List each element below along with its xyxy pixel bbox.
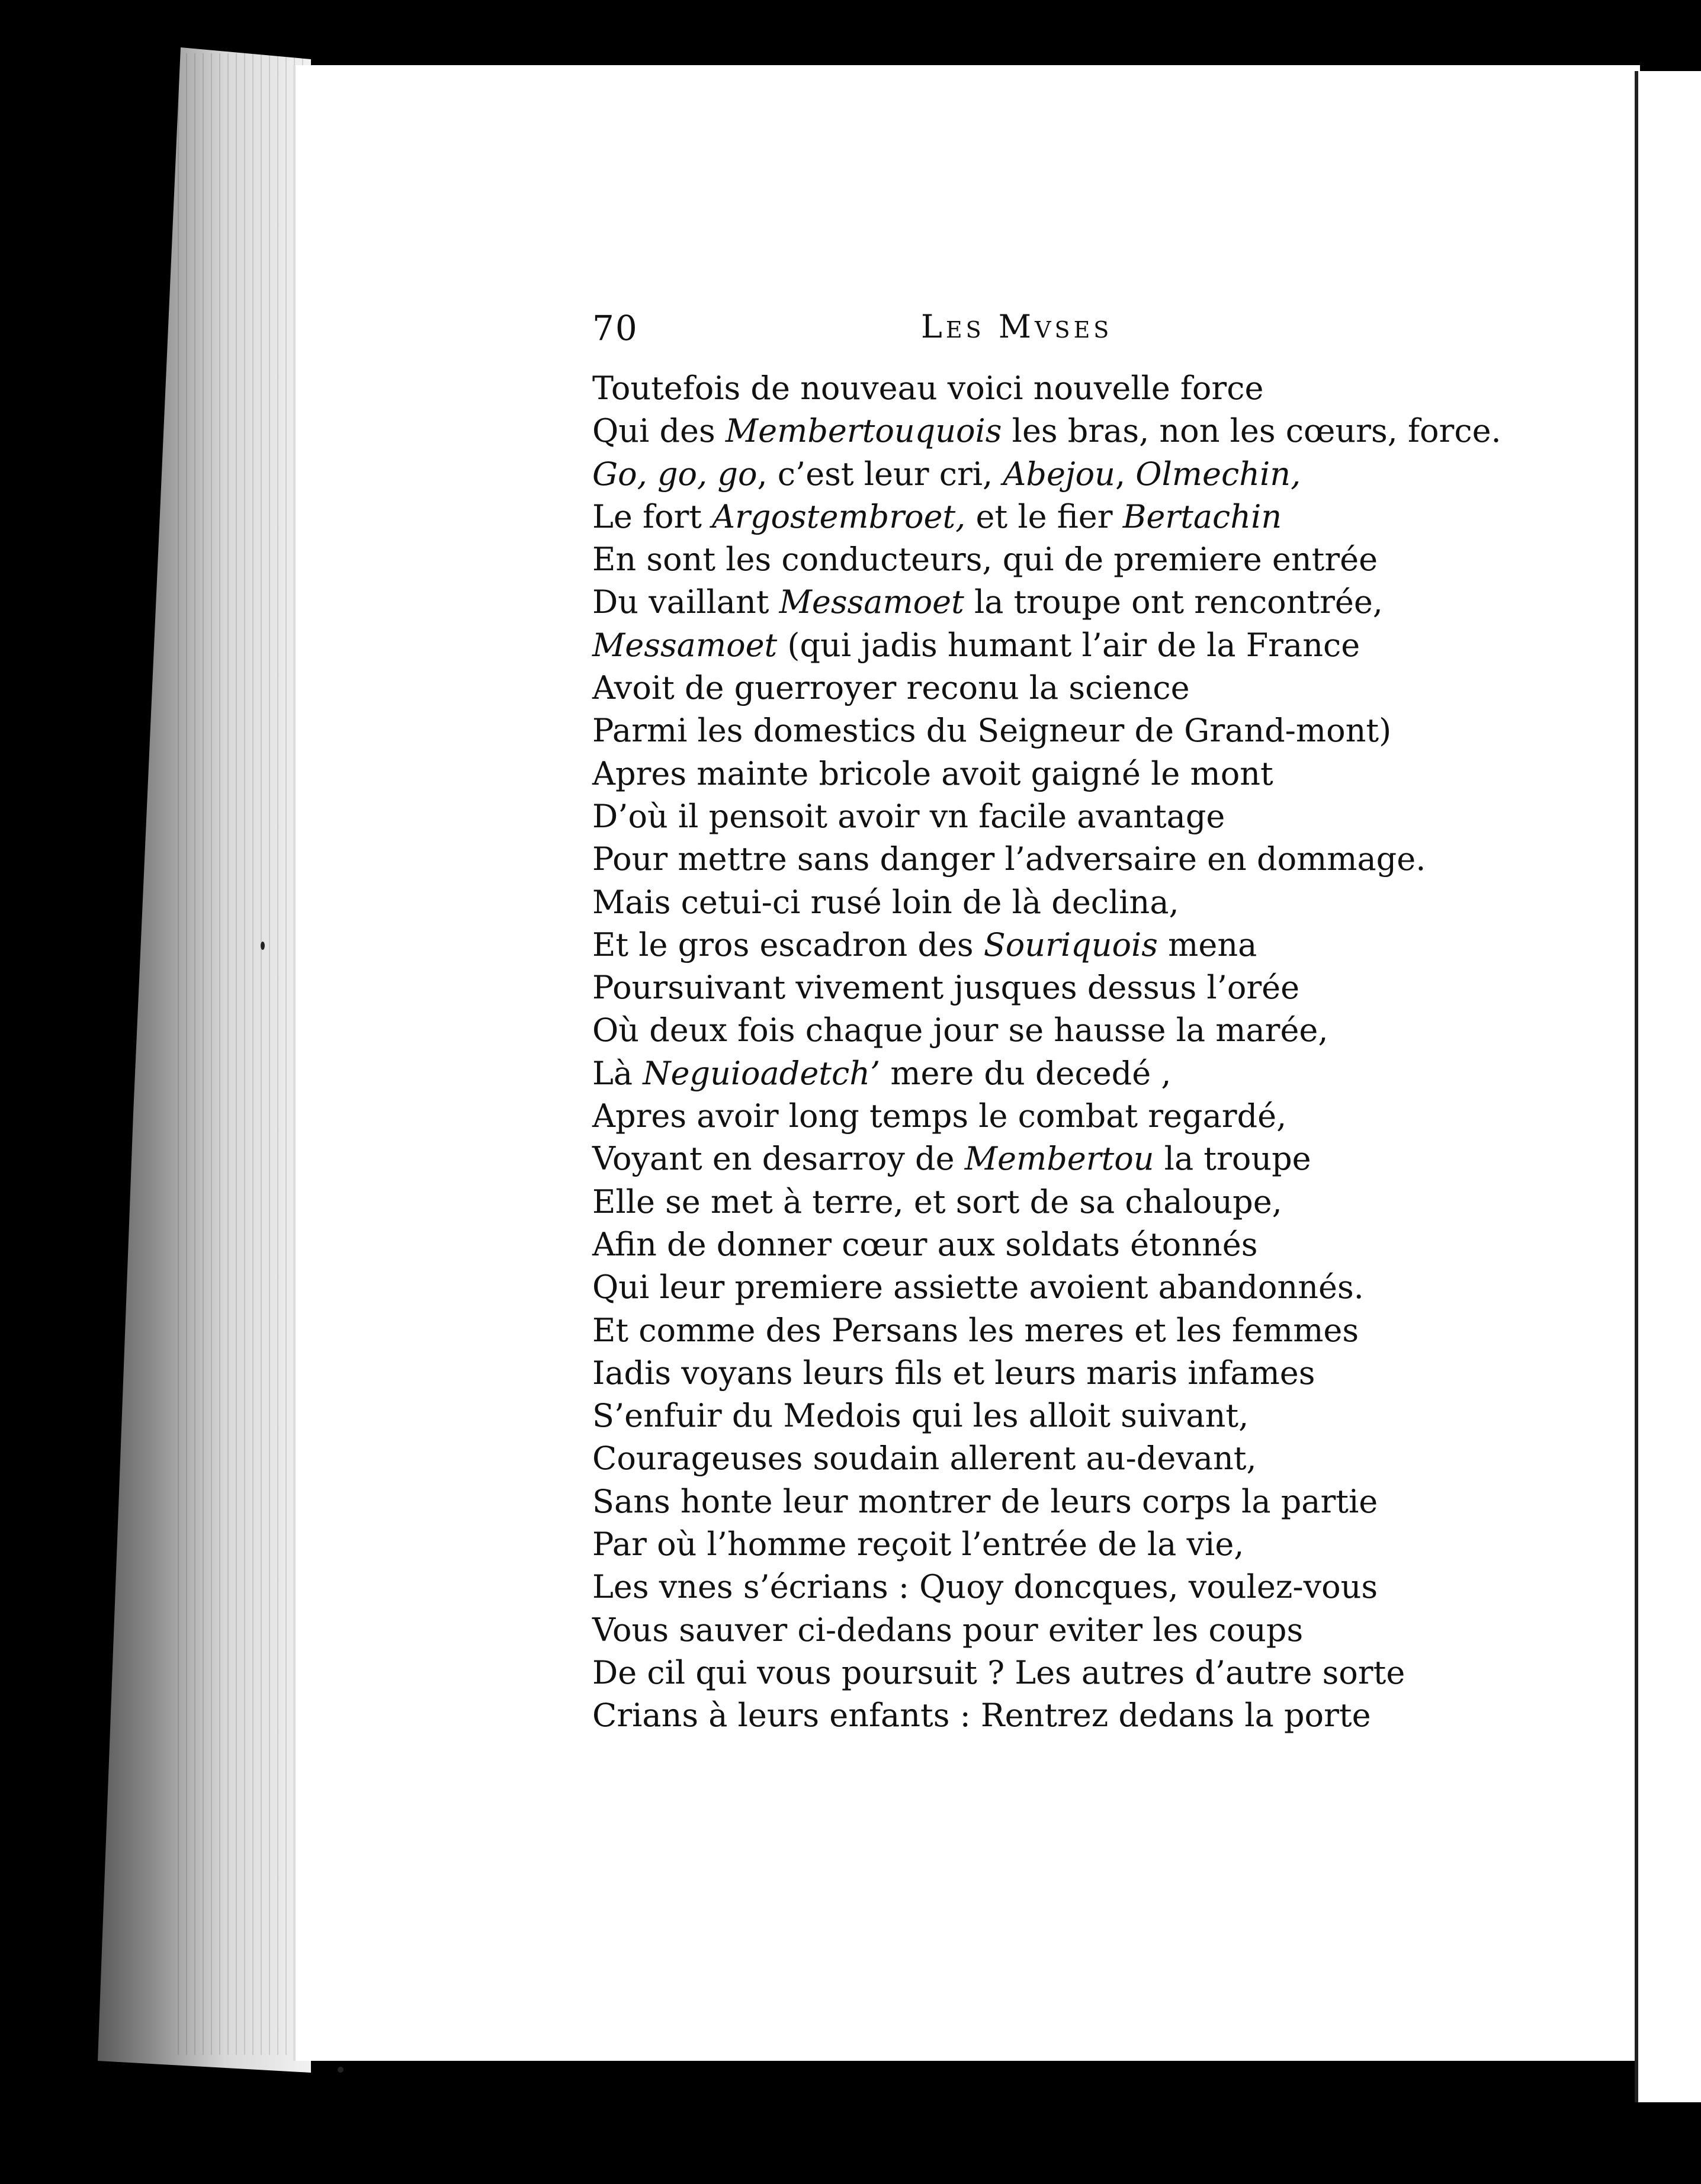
verse-segment: Mais cetui-ci rusé loin de là declina, bbox=[592, 883, 1179, 921]
verse-segment: D’où il pensoit avoir vn facile avantage bbox=[592, 797, 1225, 835]
verse-segment: Courageuses soudain allerent au-devant, bbox=[592, 1440, 1257, 1478]
verse-line bbox=[592, 1009, 1421, 1052]
running-title: Les Mvses bbox=[921, 308, 1113, 345]
verse-segment: Pour mettre sans danger l’adversaire en dommage. bbox=[592, 840, 1426, 878]
verse-line bbox=[592, 538, 1421, 581]
verse-segment: et le fier bbox=[965, 497, 1123, 535]
verse-segment: Les vnes s’écrians : Quoy doncques, voulez-vous bbox=[592, 1568, 1378, 1606]
verse-italic-segment: Abejou bbox=[1003, 455, 1115, 493]
verse-segment: Là bbox=[592, 1054, 643, 1092]
verse-segment: Afin de donner cœur aux soldats étonnés bbox=[592, 1225, 1258, 1263]
verse-line bbox=[592, 753, 1421, 795]
verse-line bbox=[592, 924, 1421, 966]
verse-italic-segment: Argostembroet, bbox=[712, 497, 966, 535]
verse-italic-segment: Messamoet bbox=[779, 583, 964, 621]
verse-segment: Parmi les domestics du Seigneur de Grand-mont) bbox=[592, 712, 1392, 750]
verse-line bbox=[592, 1395, 1421, 1437]
verse-segment: Qui leur premiere assiette avoient abandonnés. bbox=[592, 1268, 1364, 1306]
verse-segment: Vous sauver ci-dedans pour eviter les coups bbox=[592, 1611, 1304, 1649]
verse-line bbox=[592, 1694, 1421, 1737]
verse-segment: Et le gros escadron des bbox=[592, 926, 984, 963]
verse-segment: , c’est leur cri, bbox=[757, 455, 1003, 493]
verse-segment: Où deux fois chaque jour se hausse la marée, bbox=[592, 1011, 1328, 1049]
verse-line bbox=[592, 1609, 1421, 1652]
verse-italic-segment: Membertou bbox=[964, 1140, 1154, 1178]
verse-segment: Sans honte leur montrer de leurs corps la partie bbox=[592, 1482, 1378, 1520]
verse-italic-segment: Messamoet bbox=[592, 626, 778, 664]
speck-mark bbox=[338, 2067, 344, 2073]
verse-segment: Avoit de guerroyer reconu la science bbox=[592, 669, 1190, 707]
verse-line bbox=[592, 1437, 1421, 1480]
verse-line bbox=[592, 709, 1421, 752]
verse-segment: mere du decedé , bbox=[880, 1054, 1172, 1092]
verse-line bbox=[592, 1566, 1421, 1608]
verse-segment: Le fort bbox=[592, 497, 713, 535]
verse-segment: les bras, non les cœurs, force. bbox=[1002, 412, 1501, 450]
verse-line bbox=[592, 624, 1421, 667]
verse-line bbox=[592, 1480, 1421, 1523]
verse-segment: Elle se met à terre, et sort de sa chaloupe, bbox=[592, 1183, 1282, 1221]
verse-segment: (qui jadis humant l’air de la France bbox=[777, 626, 1360, 664]
verse-italic-segment: Go, go, go bbox=[592, 455, 758, 493]
verse-segment: S’enfuir du Medois qui les alloit suivant, bbox=[592, 1397, 1249, 1435]
verse-line bbox=[592, 496, 1421, 538]
verse-line bbox=[592, 881, 1421, 924]
speck-mark bbox=[261, 942, 265, 950]
facing-page-edge bbox=[1635, 71, 1701, 2102]
verse-segment: la troupe bbox=[1154, 1140, 1311, 1178]
verse-line bbox=[592, 838, 1426, 881]
verse-line bbox=[592, 1352, 1421, 1395]
verse-segment: Qui des bbox=[592, 412, 726, 450]
verse-line bbox=[592, 1266, 1421, 1309]
verse-line bbox=[592, 1652, 1421, 1694]
page-number: 70 bbox=[592, 308, 638, 348]
verse-segment: Poursuivant vivement jusques dessus l’orée bbox=[592, 969, 1300, 1007]
verse-segment: Apres mainte bricole avoit gaigné le mont bbox=[592, 754, 1273, 792]
verse-segment: , bbox=[1115, 455, 1136, 493]
verse-segment: Du vaillant bbox=[592, 583, 779, 621]
verse-segment: Crians à leurs enfants : Rentrez dedans la porte bbox=[592, 1697, 1371, 1735]
verse-italic-segment: Souriquois bbox=[983, 926, 1158, 963]
verse-line bbox=[592, 1223, 1421, 1266]
verse-segment: Apres avoir long temps le combat regardé, bbox=[592, 1097, 1287, 1135]
verse-italic-segment: Olmechin, bbox=[1135, 455, 1301, 493]
verse-segment: Iadis voyans leurs fils et leurs maris infames bbox=[592, 1354, 1315, 1392]
verse-line bbox=[592, 581, 1421, 624]
verse-italic-segment: Bertachin bbox=[1122, 497, 1282, 535]
poem-text bbox=[592, 367, 1501, 1737]
verse-segment: De cil qui vous poursuit ? Les autres d’autre sorte bbox=[592, 1653, 1405, 1691]
verse-segment: Et comme des Persans les meres et les femmes bbox=[592, 1311, 1359, 1349]
verse-italic-segment: Membertouquois bbox=[725, 412, 1002, 450]
verse-segment: Toutefois de nouveau voici nouvelle force bbox=[592, 370, 1264, 407]
verse-line bbox=[592, 1138, 1421, 1180]
verse-line bbox=[592, 795, 1421, 838]
verse-italic-segment: Neguioadetch’ bbox=[643, 1054, 881, 1092]
verse-segment: Voyant en desarroy de bbox=[592, 1140, 965, 1178]
page-header bbox=[592, 308, 1149, 355]
verse-line bbox=[592, 1095, 1421, 1138]
book-page-edge-lines bbox=[178, 53, 308, 2055]
verse-line bbox=[592, 453, 1421, 496]
verse-line bbox=[592, 1181, 1421, 1223]
verse-line bbox=[592, 667, 1421, 709]
verse-segment: En sont les conducteurs, qui de premiere entrée bbox=[592, 541, 1378, 579]
verse-segment: mena bbox=[1158, 926, 1257, 963]
verse-line bbox=[592, 1052, 1421, 1095]
verse-line bbox=[592, 367, 1421, 410]
verse-line bbox=[592, 1309, 1421, 1352]
verse-segment: Par où l’homme reçoit l’entrée de la vie, bbox=[592, 1525, 1244, 1563]
verse-segment: la troupe ont rencontrée, bbox=[964, 583, 1383, 621]
verse-line bbox=[592, 410, 1501, 452]
verse-line bbox=[592, 966, 1421, 1009]
verse-line bbox=[592, 1523, 1421, 1566]
